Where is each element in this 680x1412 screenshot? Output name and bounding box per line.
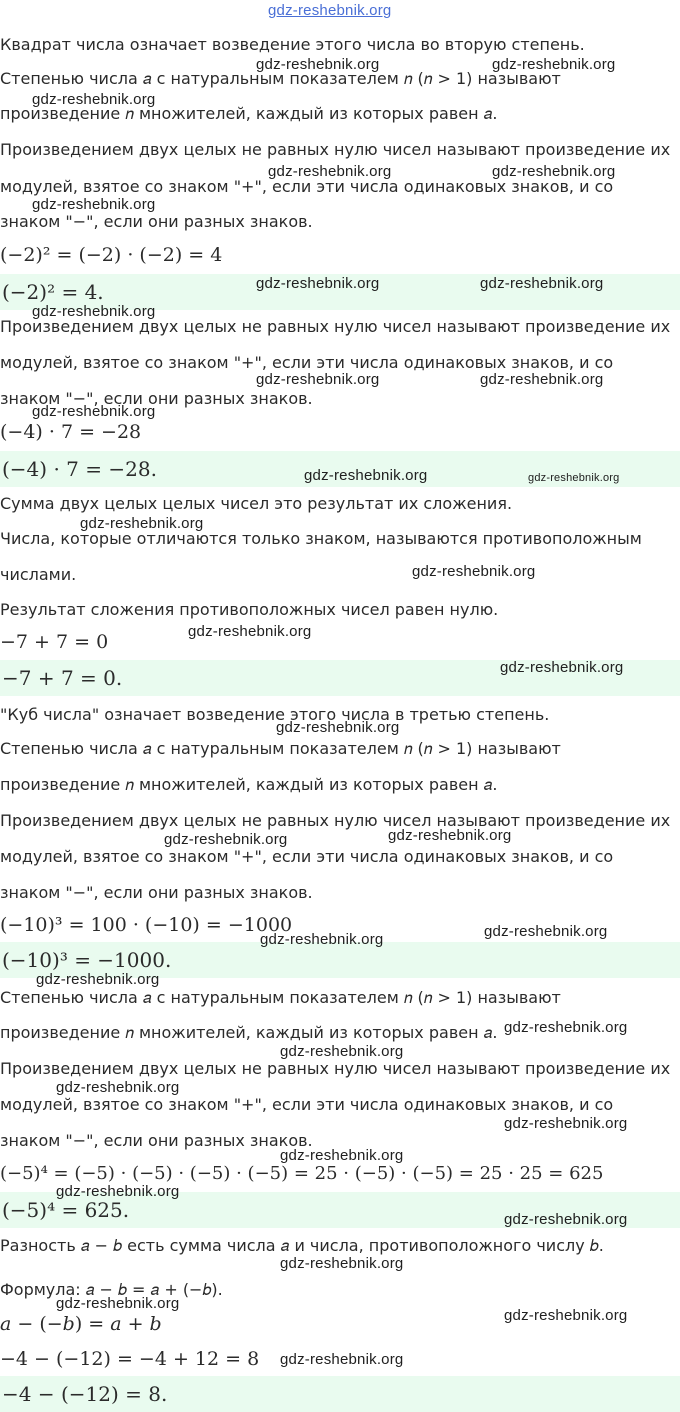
text-line: произведение 𝑛 множителей, каждый из которых равен 𝑎. xyxy=(0,1023,498,1042)
text-line: Степенью числа 𝑎 с натуральным показателем 𝑛 (𝑛 > 1) называют xyxy=(0,988,561,1007)
watermark: gdz-reshebnik.org xyxy=(36,971,160,988)
watermark: gdz-reshebnik.org xyxy=(280,1147,404,1164)
watermark: gdz-reshebnik.org xyxy=(32,91,156,108)
answer-text: (−10)³ = −1000. xyxy=(2,948,172,972)
formula-line: 𝑎 − (−𝑏) = 𝑎 + 𝑏 xyxy=(0,1313,162,1335)
watermark: gdz-reshebnik.org xyxy=(56,1183,180,1200)
watermark: gdz-reshebnik.org xyxy=(268,163,392,180)
watermark: gdz-reshebnik.org xyxy=(500,659,624,676)
text-line: знаком "−", если они разных знаков. xyxy=(0,389,313,408)
text-line: Произведением двух целых не равных нулю чисел называют произведение их xyxy=(0,317,671,336)
watermark: gdz-reshebnik.org xyxy=(280,1255,404,1272)
watermark: gdz-reshebnik.org xyxy=(32,303,156,320)
formula-line: (−5)⁴ = (−5) · (−5) · (−5) · (−5) = 25 · (−5) · (−5) = 25 · 25 = 625 xyxy=(0,1163,604,1184)
formula-line: (−4) · 7 = −28 xyxy=(0,421,142,443)
text-line: знаком "−", если они разных знаков. xyxy=(0,1131,313,1150)
text-line: модулей, взятое со знаком "+", если эти числа одинаковых знаков, и со xyxy=(0,177,614,196)
watermark: gdz-reshebnik.org xyxy=(32,403,156,420)
watermark: gdz-reshebnik.org xyxy=(256,371,380,388)
text-line: произведение 𝑛 множителей, каждый из которых равен 𝑎. xyxy=(0,775,498,794)
answer-text: −7 + 7 = 0. xyxy=(2,666,123,690)
watermark: gdz-reshebnik.org xyxy=(188,623,312,640)
formula-line: −4 − (−12) = −4 + 12 = 8 xyxy=(0,1348,260,1370)
watermark: gdz-reshebnik.org xyxy=(484,923,608,940)
watermark: gdz-reshebnik.org xyxy=(388,827,512,844)
text-line: Разность 𝑎 − 𝑏 есть сумма числа 𝑎 и числа, противоположного числу 𝑏. xyxy=(0,1236,604,1255)
text-line: Числа, которые отличаются только знаком, называются противоположным xyxy=(0,529,642,548)
watermark: gdz-reshebnik.org xyxy=(504,1115,628,1132)
watermark-link[interactable]: gdz-reshebnik.org xyxy=(268,2,392,19)
text-line: Формула: 𝑎 − 𝑏 = 𝑎 + (−𝑏). xyxy=(0,1280,223,1299)
text-line: модулей, взятое со знаком "+", если эти числа одинаковых знаков, и со xyxy=(0,847,614,866)
formula-line: −7 + 7 = 0 xyxy=(0,631,109,653)
text-line: Произведением двух целых не равных нулю чисел называют произведение их xyxy=(0,140,671,159)
watermark: gdz-reshebnik.org xyxy=(504,1019,628,1036)
watermark: gdz-reshebnik.org xyxy=(304,467,428,484)
watermark: gdz-reshebnik.org xyxy=(164,831,288,848)
watermark: gdz-reshebnik.org xyxy=(80,515,204,532)
text-line: Сумма двух целых целых чисел это результат их сложения. xyxy=(0,494,513,513)
text-line: произведение 𝑛 множителей, каждый из которых равен 𝑎. xyxy=(0,104,498,123)
watermark: gdz-reshebnik.org xyxy=(32,196,156,213)
text-line: Результат сложения противоположных чисел равен нулю. xyxy=(0,600,499,619)
watermark: gdz-reshebnik.org xyxy=(492,163,616,180)
text-line: Произведением двух целых не равных нулю чисел называют произведение их xyxy=(0,811,671,830)
watermark: gdz-reshebnik.org xyxy=(280,1043,404,1060)
watermark: gdz-reshebnik.org xyxy=(504,1307,628,1324)
formula-line: (−10)³ = 100 · (−10) = −1000 xyxy=(0,914,293,936)
watermark: gdz-reshebnik.org xyxy=(480,371,604,388)
text-line: модулей, взятое со знаком "+", если эти числа одинаковых знаков, и со xyxy=(0,353,614,372)
text-line: знаком "−", если они разных знаков. xyxy=(0,212,313,231)
watermark: gdz-reshebnik.org xyxy=(280,1351,404,1368)
watermark: gdz-reshebnik.org xyxy=(412,563,536,580)
watermark: gdz-reshebnik.org xyxy=(480,275,604,292)
answer-text: (−4) · 7 = −28. xyxy=(2,457,157,481)
text-line: Степенью числа 𝑎 с натуральным показателем 𝑛 (𝑛 > 1) называют xyxy=(0,69,561,88)
answer-text: −4 − (−12) = 8. xyxy=(2,1382,168,1406)
watermark: gdz-reshebnik.org xyxy=(528,472,620,484)
text-line: знаком "−", если они разных знаков. xyxy=(0,883,313,902)
watermark: gdz-reshebnik.org xyxy=(56,1079,180,1096)
text-line: числами. xyxy=(0,565,77,584)
text-line: модулей, взятое со знаком "+", если эти числа одинаковых знаков, и со xyxy=(0,1095,614,1114)
text-line: Произведением двух целых не равных нулю чисел называют произведение их xyxy=(0,1059,671,1078)
watermark: gdz-reshebnik.org xyxy=(260,931,384,948)
answer-text: (−5)⁴ = 625. xyxy=(2,1198,130,1222)
watermark: gdz-reshebnik.org xyxy=(256,275,380,292)
watermark: gdz-reshebnik.org xyxy=(56,1295,180,1312)
watermark: gdz-reshebnik.org xyxy=(276,719,400,736)
answer-box xyxy=(0,1376,680,1412)
formula-line: (−2)² = (−2) · (−2) = 4 xyxy=(0,244,223,266)
watermark: gdz-reshebnik.org xyxy=(492,56,616,73)
text-line: "Куб числа" означает возведение этого числа в третью степень. xyxy=(0,705,550,724)
watermark: gdz-reshebnik.org xyxy=(256,56,380,73)
watermark: gdz-reshebnik.org xyxy=(504,1211,628,1228)
text-line: Степенью числа 𝑎 с натуральным показателем 𝑛 (𝑛 > 1) называют xyxy=(0,739,561,758)
text-line: Квадрат числа означает возведение этого числа во вторую степень. xyxy=(0,35,585,54)
answer-text: (−2)² = 4. xyxy=(2,280,104,304)
